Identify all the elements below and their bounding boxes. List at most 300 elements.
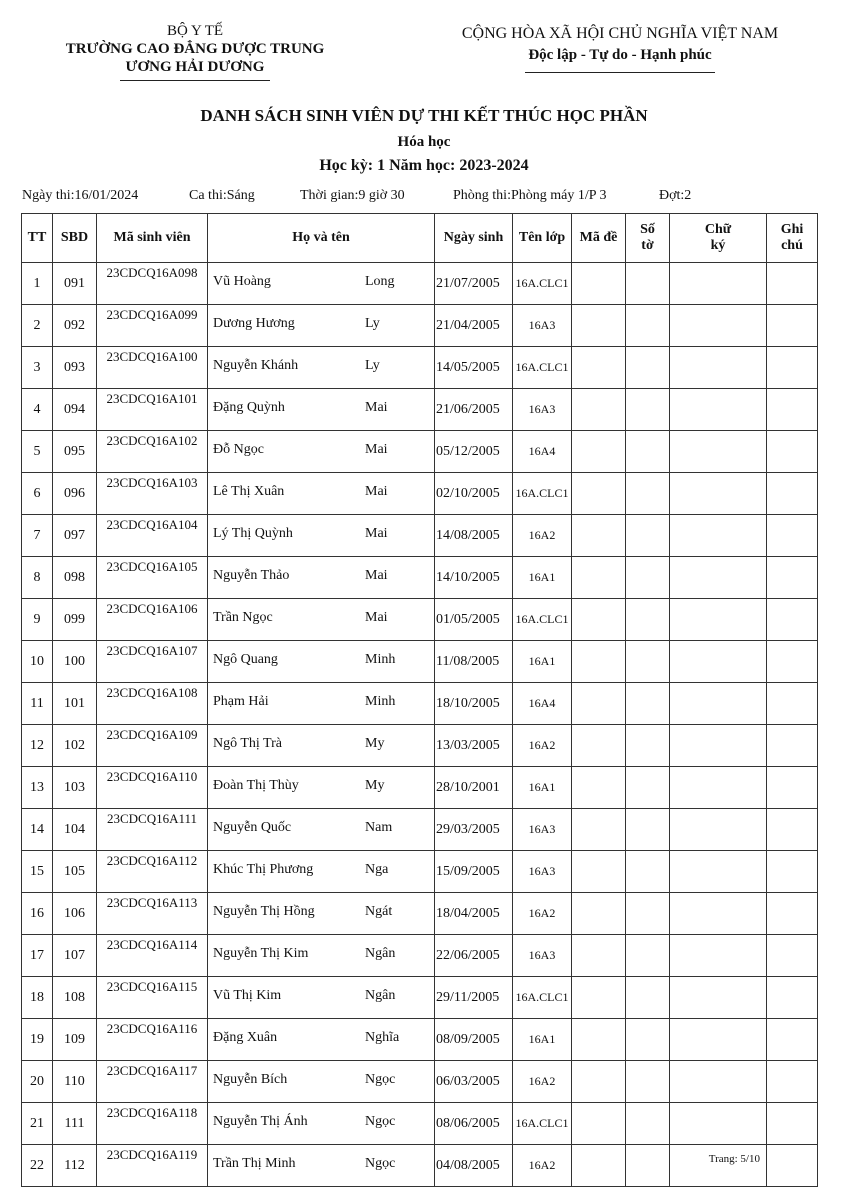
row-full-name	[208, 1145, 435, 1187]
row-exam-code	[572, 1145, 626, 1187]
row-family-name: Đoàn Thị Thùy	[213, 778, 299, 793]
row-sheets	[626, 977, 670, 1019]
row-student-id: 23CDCQ16A113	[97, 893, 208, 935]
row-given-name: Mai	[365, 610, 388, 625]
row-tt: 10	[22, 641, 53, 683]
row-sheets	[626, 431, 670, 473]
row-dob: 21/07/2005	[435, 263, 513, 305]
row-full-name	[208, 431, 435, 473]
table-row	[22, 977, 818, 1019]
table-row	[22, 809, 818, 851]
row-family-name: Đỗ Ngọc	[213, 442, 264, 457]
row-note	[767, 935, 818, 977]
row-student-id: 23CDCQ16A105	[97, 557, 208, 599]
row-note	[767, 1103, 818, 1145]
row-sheets	[626, 473, 670, 515]
row-tt: 21	[22, 1103, 53, 1145]
row-sbd: 110	[53, 1061, 97, 1103]
row-dob: 02/10/2005	[435, 473, 513, 515]
row-sheets	[626, 305, 670, 347]
row-sheets	[626, 557, 670, 599]
page-number: Trang: 5/10	[708, 1153, 760, 1165]
row-tt: 9	[22, 599, 53, 641]
row-class: 16A.CLC1	[513, 1103, 572, 1145]
row-student-id: 23CDCQ16A119	[97, 1145, 208, 1187]
row-exam-code	[572, 767, 626, 809]
row-signature	[670, 347, 767, 389]
row-signature	[670, 809, 767, 851]
row-student-id: 23CDCQ16A116	[97, 1019, 208, 1061]
row-signature	[670, 1103, 767, 1145]
row-full-name	[208, 935, 435, 977]
row-sheets	[626, 767, 670, 809]
row-student-id: 23CDCQ16A114	[97, 935, 208, 977]
col-header-tt: TT	[22, 214, 53, 263]
row-given-name: Long	[365, 274, 395, 289]
student-table	[21, 213, 818, 1187]
header-right	[440, 24, 800, 73]
document-title: DANH SÁCH SINH VIÊN DỰ THI KẾT THÚC HỌC PHẦN	[200, 106, 648, 125]
row-tt: 22	[22, 1145, 53, 1187]
row-note	[767, 1019, 818, 1061]
row-family-name: Ngô Quang	[213, 652, 278, 667]
row-given-name: Ngân	[365, 988, 396, 1003]
row-full-name	[208, 851, 435, 893]
row-full-name	[208, 1061, 435, 1103]
row-tt: 2	[22, 305, 53, 347]
row-family-name: Nguyễn Thị Hồng	[213, 904, 315, 919]
row-given-name: Mai	[365, 484, 388, 499]
row-dob: 04/08/2005	[435, 1145, 513, 1187]
col-header-exam-code: Mã đề	[572, 214, 626, 263]
row-signature	[670, 1019, 767, 1061]
row-given-name: Ly	[365, 358, 380, 373]
row-signature	[670, 557, 767, 599]
row-dob: 11/08/2005	[435, 641, 513, 683]
row-student-id: 23CDCQ16A109	[97, 725, 208, 767]
row-sbd: 104	[53, 809, 97, 851]
row-exam-code	[572, 1019, 626, 1061]
row-tt: 5	[22, 431, 53, 473]
row-exam-code	[572, 263, 626, 305]
row-family-name: Lê Thị Xuân	[213, 484, 285, 499]
row-sbd: 109	[53, 1019, 97, 1061]
row-note	[767, 557, 818, 599]
row-class: 16A4	[513, 431, 572, 473]
national-motto: Độc lập - Tự do - Hạnh phúc	[528, 47, 712, 63]
row-tt: 7	[22, 515, 53, 557]
row-signature	[670, 1061, 767, 1103]
row-exam-code	[572, 431, 626, 473]
table-row	[22, 725, 818, 767]
row-sbd: 107	[53, 935, 97, 977]
row-class: 16A3	[513, 305, 572, 347]
row-given-name: My	[365, 778, 385, 793]
row-student-id: 23CDCQ16A098	[97, 263, 208, 305]
row-full-name	[208, 473, 435, 515]
row-student-id: 23CDCQ16A101	[97, 389, 208, 431]
row-sbd: 093	[53, 347, 97, 389]
row-dob: 14/05/2005	[435, 347, 513, 389]
row-student-id: 23CDCQ16A108	[97, 683, 208, 725]
row-note	[767, 263, 818, 305]
row-sbd: 099	[53, 599, 97, 641]
row-sheets	[626, 347, 670, 389]
row-student-id: 23CDCQ16A111	[97, 809, 208, 851]
row-student-id: 23CDCQ16A099	[97, 305, 208, 347]
row-note	[767, 389, 818, 431]
row-given-name: Mai	[365, 442, 388, 457]
row-tt: 18	[22, 977, 53, 1019]
table-row	[22, 263, 818, 305]
row-tt: 20	[22, 1061, 53, 1103]
row-sbd: 092	[53, 305, 97, 347]
row-family-name: Trần Thị Minh	[213, 1156, 296, 1171]
row-sheets	[626, 389, 670, 431]
table-row	[22, 347, 818, 389]
row-sbd: 095	[53, 431, 97, 473]
row-family-name: Vũ Thị Kim	[213, 988, 282, 1003]
row-class: 16A1	[513, 641, 572, 683]
row-given-name: My	[365, 736, 385, 751]
row-tt: 8	[22, 557, 53, 599]
row-dob: 01/05/2005	[435, 599, 513, 641]
row-signature	[670, 977, 767, 1019]
row-family-name: Phạm Hải	[213, 694, 269, 709]
col-header-dob: Ngày sinh	[435, 214, 513, 263]
row-student-id: 23CDCQ16A104	[97, 515, 208, 557]
table-row	[22, 767, 818, 809]
row-class: 16A4	[513, 683, 572, 725]
row-exam-code	[572, 347, 626, 389]
row-dob: 21/06/2005	[435, 389, 513, 431]
row-tt: 4	[22, 389, 53, 431]
row-tt: 16	[22, 893, 53, 935]
row-dob: 29/03/2005	[435, 809, 513, 851]
table-row	[22, 557, 818, 599]
row-given-name: Mai	[365, 400, 388, 415]
table-row	[22, 935, 818, 977]
table-row	[22, 389, 818, 431]
row-note	[767, 767, 818, 809]
table-row	[22, 641, 818, 683]
row-class: 16A2	[513, 1061, 572, 1103]
row-sheets	[626, 641, 670, 683]
table-row	[22, 1061, 818, 1103]
table-row	[22, 1019, 818, 1061]
row-class: 16A.CLC1	[513, 473, 572, 515]
col-header-sheets: Số tờ	[626, 214, 670, 263]
row-given-name: Nghĩa	[365, 1030, 400, 1045]
row-tt: 19	[22, 1019, 53, 1061]
ministry-name: BỘ Y TẾ	[166, 23, 224, 39]
row-dob: 28/10/2001	[435, 767, 513, 809]
col-header-student-id: Mã sinh viên	[97, 214, 208, 263]
row-family-name: Dương Hương	[213, 316, 295, 331]
row-family-name: Trần Ngọc	[213, 610, 273, 625]
row-family-name: Đặng Xuân	[213, 1030, 278, 1045]
row-signature	[670, 305, 767, 347]
row-family-name: Nguyễn Bích	[213, 1072, 288, 1087]
row-class: 16A2	[513, 515, 572, 557]
col-header-note: Ghi chú	[767, 214, 818, 263]
row-full-name	[208, 767, 435, 809]
row-class: 16A1	[513, 557, 572, 599]
row-signature	[670, 641, 767, 683]
subject-name: Hóa học	[397, 134, 451, 150]
row-note	[767, 809, 818, 851]
term-info: Học kỳ: 1 Năm học: 2023-2024	[319, 157, 529, 174]
row-signature	[670, 473, 767, 515]
row-signature	[670, 683, 767, 725]
row-note	[767, 683, 818, 725]
row-tt: 11	[22, 683, 53, 725]
row-dob: 05/12/2005	[435, 431, 513, 473]
row-exam-code	[572, 515, 626, 557]
row-class: 16A3	[513, 851, 572, 893]
row-signature	[670, 767, 767, 809]
row-full-name	[208, 725, 435, 767]
row-note	[767, 725, 818, 767]
row-exam-code	[572, 1061, 626, 1103]
row-family-name: Ngô Thị Trà	[213, 736, 282, 751]
row-given-name: Mai	[365, 526, 388, 541]
row-sheets	[626, 893, 670, 935]
country-name: CỘNG HÒA XÃ HỘI CHỦ NGHĨA VIỆT NAM	[461, 25, 779, 42]
col-header-signature: Chữ ký	[670, 214, 767, 263]
row-student-id: 23CDCQ16A102	[97, 431, 208, 473]
row-signature	[670, 1145, 767, 1187]
row-note	[767, 1061, 818, 1103]
row-class: 16A3	[513, 935, 572, 977]
row-student-id: 23CDCQ16A107	[97, 641, 208, 683]
row-dob: 29/11/2005	[435, 977, 513, 1019]
row-dob: 15/09/2005	[435, 851, 513, 893]
row-note	[767, 641, 818, 683]
row-class: 16A.CLC1	[513, 599, 572, 641]
row-class: 16A2	[513, 893, 572, 935]
row-tt: 6	[22, 473, 53, 515]
row-family-name: Vũ Hoàng	[213, 274, 271, 289]
row-exam-code	[572, 599, 626, 641]
row-exam-code	[572, 725, 626, 767]
row-full-name	[208, 347, 435, 389]
row-class: 16A1	[513, 767, 572, 809]
header-left	[30, 22, 360, 81]
row-exam-code	[572, 389, 626, 431]
row-sheets	[626, 1103, 670, 1145]
row-tt: 1	[22, 263, 53, 305]
row-full-name	[208, 263, 435, 305]
header-right-divider	[525, 72, 715, 73]
row-given-name: Ngát	[365, 904, 393, 919]
row-note	[767, 347, 818, 389]
row-family-name: Nguyễn Thị Ánh	[213, 1114, 308, 1129]
row-signature	[670, 515, 767, 557]
row-student-id: 23CDCQ16A106	[97, 599, 208, 641]
row-student-id: 23CDCQ16A112	[97, 851, 208, 893]
table-row	[22, 515, 818, 557]
exam-date: Ngày thi:16/01/2024	[22, 188, 139, 203]
row-sbd: 098	[53, 557, 97, 599]
row-family-name: Nguyễn Quốc	[213, 820, 292, 835]
row-sheets	[626, 1061, 670, 1103]
row-sbd: 105	[53, 851, 97, 893]
row-given-name: Ly	[365, 316, 380, 331]
row-sheets	[626, 263, 670, 305]
row-signature	[670, 263, 767, 305]
row-exam-code	[572, 977, 626, 1019]
table-row	[22, 305, 818, 347]
header-left-divider	[120, 80, 270, 81]
row-signature	[670, 851, 767, 893]
row-sbd: 101	[53, 683, 97, 725]
row-note	[767, 851, 818, 893]
row-student-id: 23CDCQ16A103	[97, 473, 208, 515]
row-sbd: 091	[53, 263, 97, 305]
row-exam-code	[572, 305, 626, 347]
row-exam-code	[572, 1103, 626, 1145]
table-row	[22, 683, 818, 725]
row-dob: 14/08/2005	[435, 515, 513, 557]
row-note	[767, 977, 818, 1019]
row-sheets	[626, 683, 670, 725]
row-exam-code	[572, 557, 626, 599]
row-signature	[670, 389, 767, 431]
row-note	[767, 893, 818, 935]
row-given-name: Nam	[365, 820, 393, 835]
row-family-name: Lý Thị Quỳnh	[213, 526, 293, 541]
row-dob: 08/09/2005	[435, 1019, 513, 1061]
row-given-name: Minh	[365, 652, 396, 667]
row-class: 16A.CLC1	[513, 977, 572, 1019]
row-family-name: Nguyễn Khánh	[213, 358, 299, 373]
row-class: 16A.CLC1	[513, 263, 572, 305]
row-given-name: Ngọc	[365, 1072, 396, 1087]
row-signature	[670, 431, 767, 473]
table-row	[22, 431, 818, 473]
row-full-name	[208, 893, 435, 935]
row-sheets	[626, 599, 670, 641]
row-given-name: Ngọc	[365, 1114, 396, 1129]
row-full-name	[208, 1019, 435, 1061]
row-class: 16A.CLC1	[513, 347, 572, 389]
row-exam-code	[572, 851, 626, 893]
col-header-sbd: SBD	[53, 214, 97, 263]
row-dob: 13/03/2005	[435, 725, 513, 767]
row-note	[767, 305, 818, 347]
table-row	[22, 893, 818, 935]
row-exam-code	[572, 473, 626, 515]
row-signature	[670, 893, 767, 935]
row-dob: 18/10/2005	[435, 683, 513, 725]
table-row	[22, 1103, 818, 1145]
row-full-name	[208, 683, 435, 725]
col-header-full-name: Họ và tên	[208, 214, 435, 263]
row-given-name: Mai	[365, 568, 388, 583]
row-tt: 15	[22, 851, 53, 893]
row-family-name: Nguyễn Thị Kim	[213, 946, 309, 961]
row-sbd: 108	[53, 977, 97, 1019]
row-dob: 14/10/2005	[435, 557, 513, 599]
row-sheets	[626, 935, 670, 977]
col-header-class: Tên lớp	[513, 214, 572, 263]
row-family-name: Đặng Quỳnh	[213, 400, 285, 415]
row-dob: 08/06/2005	[435, 1103, 513, 1145]
exam-room: Phòng thi:Phòng máy 1/P 3	[453, 188, 607, 203]
row-exam-code	[572, 809, 626, 851]
row-family-name: Nguyễn Thảo	[213, 568, 290, 583]
row-class: 16A1	[513, 1019, 572, 1061]
row-full-name	[208, 641, 435, 683]
row-tt: 14	[22, 809, 53, 851]
row-class: 16A3	[513, 389, 572, 431]
row-note	[767, 1145, 818, 1187]
row-note	[767, 599, 818, 641]
row-student-id: 23CDCQ16A100	[97, 347, 208, 389]
row-signature	[670, 599, 767, 641]
row-given-name: Ngọc	[365, 1156, 396, 1171]
table-row	[22, 473, 818, 515]
row-full-name	[208, 809, 435, 851]
row-full-name	[208, 1103, 435, 1145]
row-sbd: 096	[53, 473, 97, 515]
row-tt: 12	[22, 725, 53, 767]
row-note	[767, 473, 818, 515]
row-full-name	[208, 599, 435, 641]
row-full-name	[208, 305, 435, 347]
row-signature	[670, 935, 767, 977]
row-signature	[670, 725, 767, 767]
row-sbd: 097	[53, 515, 97, 557]
exam-time: Thời gian:9 giờ 30	[300, 188, 405, 203]
row-given-name: Ngân	[365, 946, 396, 961]
row-dob: 21/04/2005	[435, 305, 513, 347]
exam-meta	[22, 188, 822, 208]
row-exam-code	[572, 893, 626, 935]
row-exam-code	[572, 683, 626, 725]
school-name-line2: ƯƠNG HẢI DƯƠNG	[125, 59, 265, 75]
row-exam-code	[572, 641, 626, 683]
row-sbd: 106	[53, 893, 97, 935]
row-sheets	[626, 809, 670, 851]
row-dob: 22/06/2005	[435, 935, 513, 977]
table-header-row	[22, 214, 818, 263]
table-row	[22, 1145, 818, 1187]
row-class: 16A2	[513, 1145, 572, 1187]
row-full-name	[208, 515, 435, 557]
row-student-id: 23CDCQ16A118	[97, 1103, 208, 1145]
row-sbd: 102	[53, 725, 97, 767]
row-class: 16A3	[513, 809, 572, 851]
row-student-id: 23CDCQ16A115	[97, 977, 208, 1019]
row-full-name	[208, 977, 435, 1019]
table-row	[22, 851, 818, 893]
row-class: 16A2	[513, 725, 572, 767]
row-exam-code	[572, 935, 626, 977]
table-row	[22, 599, 818, 641]
row-full-name	[208, 389, 435, 431]
row-sbd: 100	[53, 641, 97, 683]
row-sbd: 103	[53, 767, 97, 809]
row-given-name: Nga	[365, 862, 389, 877]
row-sbd: 094	[53, 389, 97, 431]
row-tt: 13	[22, 767, 53, 809]
row-family-name: Khúc Thị Phương	[213, 862, 314, 877]
row-sheets	[626, 851, 670, 893]
row-sbd: 112	[53, 1145, 97, 1187]
row-full-name	[208, 557, 435, 599]
